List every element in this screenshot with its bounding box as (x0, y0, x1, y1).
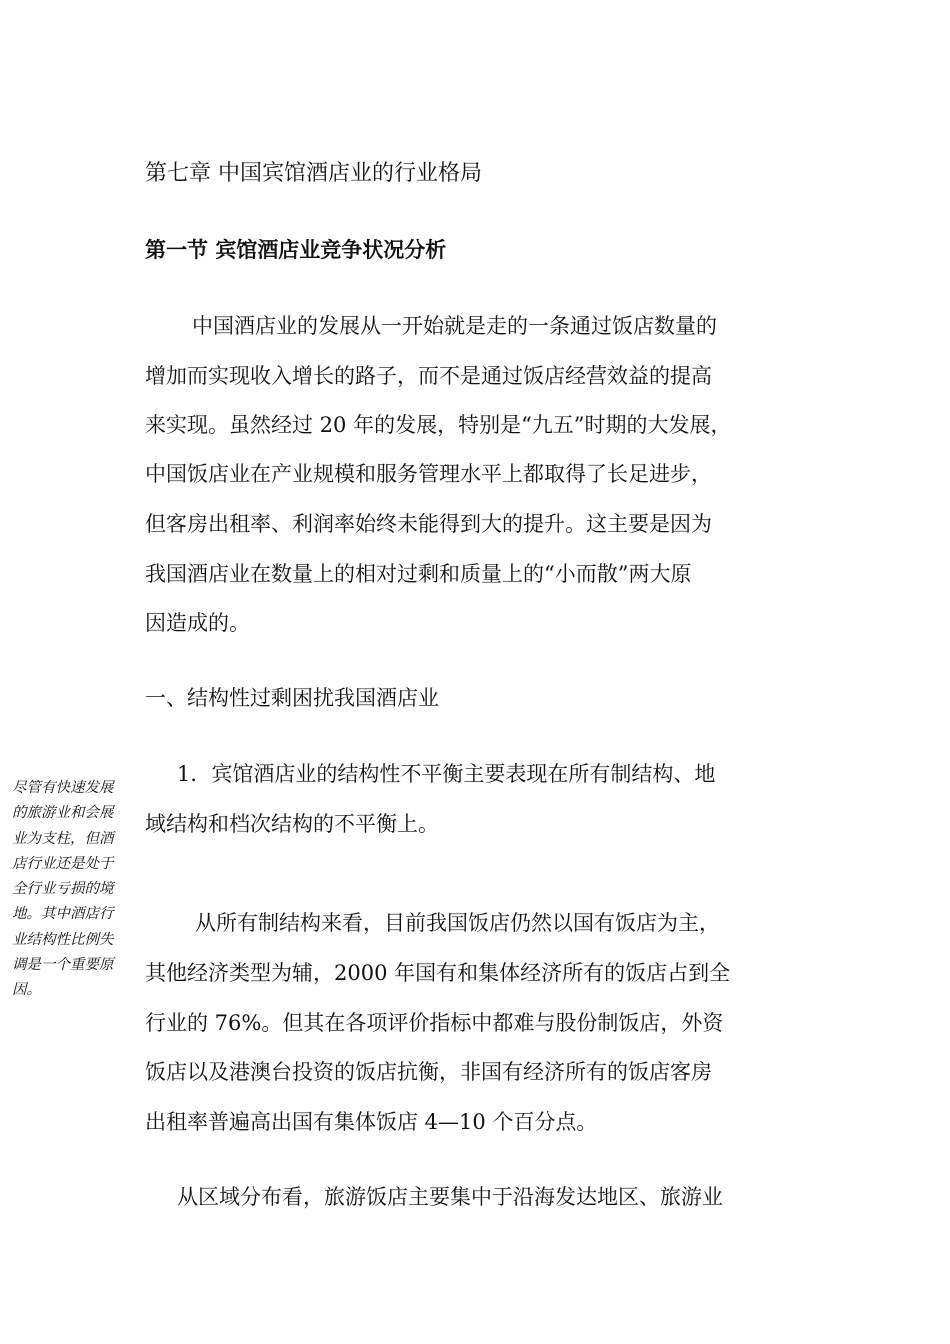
margin-note-line: 全行业亏损的境 (12, 881, 114, 898)
intro-paragraph-line: 中国酒店业的发展从一开始就是走的一条通过饭店数量的 (192, 314, 717, 338)
ownership-paragraph-line: 行业的 76%。但其在各项评价指标中都难与股份制饭店，外资 (145, 1011, 724, 1035)
regional-paragraph-line: 从区域分布看，旅游饭店主要集中于沿海发达地区、旅游业 (177, 1185, 723, 1209)
margin-note-line: 因。 (12, 982, 41, 999)
section-title: 第一节 宾馆酒店业竞争状况分析 (145, 238, 447, 262)
margin-note-line: 业为支柱，但酒 (12, 830, 114, 847)
ownership-paragraph-line: 其他经济类型为辅，2000 年国有和集体经济所有的饭店占到全 (145, 961, 731, 985)
margin-note-line: 的旅游业和会展 (12, 805, 114, 822)
ownership-paragraph-line: 饭店以及港澳台投资的饭店抗衡，非国有经济所有的饭店客房 (145, 1060, 712, 1084)
ownership-paragraph-line: 出租率普遍高出国有集体饭店 4—10 个百分点。 (145, 1110, 598, 1134)
ownership-paragraph-line: 从所有制结构来看，目前我国饭店仍然以国有饭店为主， (195, 911, 720, 935)
margin-note-line: 地。其中酒店行 (12, 906, 114, 923)
intro-paragraph-line: 增加而实现收入增长的路子，而不是通过饭店经营效益的提高 (145, 364, 712, 388)
point-1-line: 1．宾馆酒店业的结构性不平衡主要表现在所有制结构、地 (177, 762, 716, 786)
intro-paragraph-line: 中国饭店业在产业规模和服务管理水平上都取得了长足进步， (145, 462, 712, 486)
margin-note-line: 店行业还是处于 (12, 855, 114, 872)
chapter-title: 第七章 中国宾馆酒店业的行业格局 (145, 161, 482, 186)
point-1-line: 域结构和档次结构的不平衡上。 (145, 812, 439, 836)
margin-note-line: 调是一个重要原 (12, 957, 114, 974)
intro-paragraph-line: 因造成的。 (145, 611, 250, 635)
subsection-title: 一、结构性过剩困扰我国酒店业 (145, 686, 439, 710)
margin-note-line: 业结构性比例失 (12, 931, 114, 948)
intro-paragraph-line: 来实现。虽然经过 20 年的发展，特别是“九五”时期的大发展， (145, 413, 732, 437)
intro-paragraph-line: 我国酒店业在数量上的相对过剩和质量上的“小而散”两大原 (145, 562, 692, 586)
intro-paragraph-line: 但客房出租率、利润率始终未能得到大的提升。这主要是因为 (145, 512, 712, 536)
margin-note (12, 776, 138, 1004)
margin-note-line: 尽管有快速发展 (12, 780, 114, 796)
